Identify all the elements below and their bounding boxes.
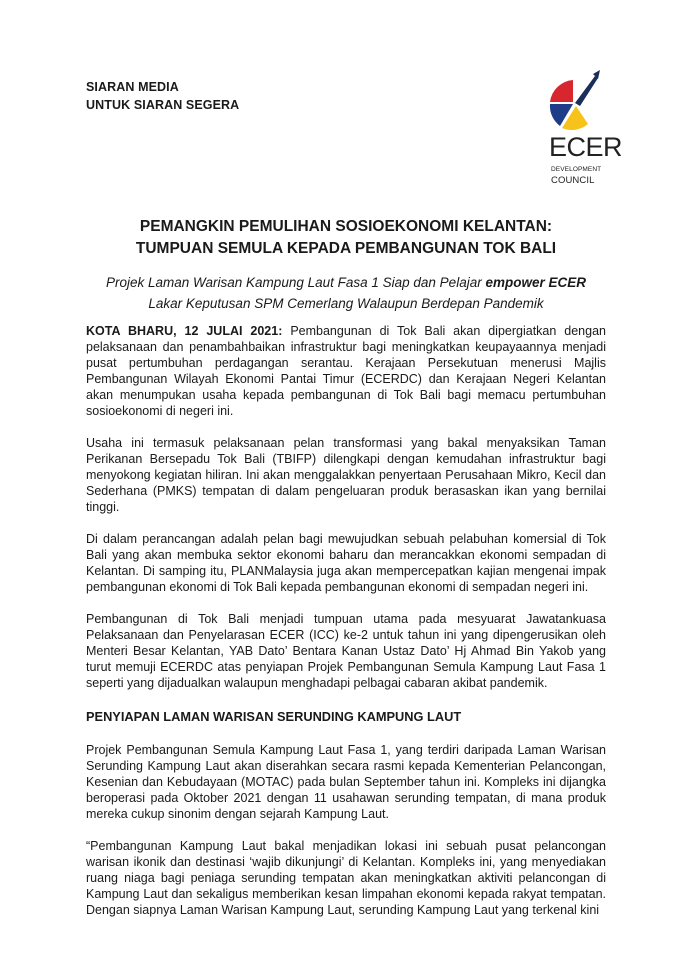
paragraph-4: Pembangunan di Tok Bali menjadi tumpuan utama pada mesyuarat Jawatankuasa Pelaksanaan dan Penyelarasan ECER (ICC) ke-2 untuk tahun ini yang dipengerusikan oleh Menteri Besar Kelantan, YAB Dato’ Bentara Kanan Ustaz Dato’ Hj Ahmad Bin Yakob yang turut memuji ECERDC atas penyiapan Projek Pembangunan Semula Kampung Laut Fasa 1 seperti yang dijadualkan walaupun menghadapi pelbagai cabaran akibat pandemik. — [86, 612, 606, 690]
document-title — [86, 216, 606, 260]
paragraph-3: Di dalam perancangan adalah pelan bagi mewujudkan sebuah pelabuhan komersial di Tok Bali yang akan membuka sektor ekonomi baharu dan merancakkan ekonomi sempadan di Kelantan. Di samping itu, PLANMalaysia juga akan mempercepatkan kajian mengenai impak pembangunan ekonomi di Tok Bali kepada pembangunan ekonomi di sempadan negeri ini. — [86, 532, 606, 594]
subtitle-line-2: Lakar Keputusan SPM Cemerlang Walaupun Berdepan Pandemik — [148, 296, 544, 311]
subtitle-emphasis-ecer: ECER — [544, 275, 587, 290]
logo-wordmark: ECER — [549, 132, 623, 162]
document-body — [86, 323, 606, 934]
dateline: KOTA BHARU, 12 JULAI 2021: — [86, 324, 283, 338]
paragraph-1-text: Pembangunan di Tok Bali akan dipergiatkan dengan pelaksanaan dan penambahbaikan infrastruktur bagi meningkatkan keupayaannya menjadi pusat pertumbuhan perdagangan serantau. Kerajaan Persekutuan menerusi Majlis Pembangunan Wilayah Ekonomi Pantai Timur (ECERDC) dan Kerajaan Negeri Kelantan akan menumpukan usaha kepada pembangunan di Tok Bali bagi memacu pertumbuhan sosioekonomi di negeri ini. — [86, 324, 606, 418]
paragraph-6: “Pembangunan Kampung Laut bakal menjadikan lokasi ini sebuah pusat pelancongan warisan ikonik dan destinasi ‘wajib dikunjungi’ di Kelantan. Kompleks ini, yang menyediakan ruang niaga bagi peniaga serunding tempatan akan meningkatkan aktiviti pelancongan di Kampung Laut dan sekaligus memberikan kesan limpahan ekonomi kepada rakyat tempatan. Dengan siapnya Laman Warisan Kampung Laut, serunding Kampung Laut yang terkenal kini — [86, 839, 606, 917]
title-line-2: TUMPUAN SEMULA KEPADA PEMBANGUNAN TOK BALI — [135, 240, 557, 257]
header-label-immediate: UNTUK SIARAN SEGERA — [86, 98, 240, 112]
logo-subtext-development: DEVELOPMENT — [551, 166, 602, 173]
title-line-1: PEMANGKIN PEMULIHAN SOSIOEKONOMI KELANTAN: — [139, 218, 553, 235]
paragraph-5: Projek Pembangunan Semula Kampung Laut Fasa 1, yang terdiri daripada Laman Warisan Serunding Kampung Laut akan diserahkan secara rasmi kepada Kementerian Pelancongan, Kesenian dan Kebudayaan (MOTAC) pada bulan September tahun ini. Kompleks ini dijangka beroperasi pada Oktober 2021 dengan 11 usahawan serunding tempatan, di mana produk mereka cukup sinonim dengan sejarah Kampung Laut. — [86, 743, 606, 821]
subtitle-text-a: Projek Laman Warisan Kampung Laut Fasa 1 Siap dan Pelajar — [105, 275, 486, 290]
ecer-logo-mark-icon — [540, 70, 610, 132]
subtitle-line-1 — [86, 272, 606, 293]
paragraph-1 — [86, 323, 606, 419]
release-header — [86, 78, 239, 114]
subtitle-emphasis-empower: empower — [485, 275, 545, 290]
logo-subtext-council: COUNCIL — [551, 175, 595, 186]
paragraph-2: Usaha ini termasuk pelaksanaan pelan transformasi yang bakal menyaksikan Taman Perikanan Bersepadu Tok Bali (TBIFP) dilengkapi dengan kemudahan infrastruktur bagi menyokong kegiatan hiliran. Ini akan menggalakkan penyertaan Perusahaan Mikro, Kecil dan Sederhana (PMKS) tempatan di dalam pengeluaran produk berasaskan ikan yang bernilai tinggi. — [86, 436, 606, 514]
header-label-media: SIARAN MEDIA — [86, 80, 179, 94]
section-heading: PENYIAPAN LAMAN WARISAN SERUNDING KAMPUNG LAUT — [86, 709, 462, 724]
document-subtitle — [86, 272, 606, 314]
